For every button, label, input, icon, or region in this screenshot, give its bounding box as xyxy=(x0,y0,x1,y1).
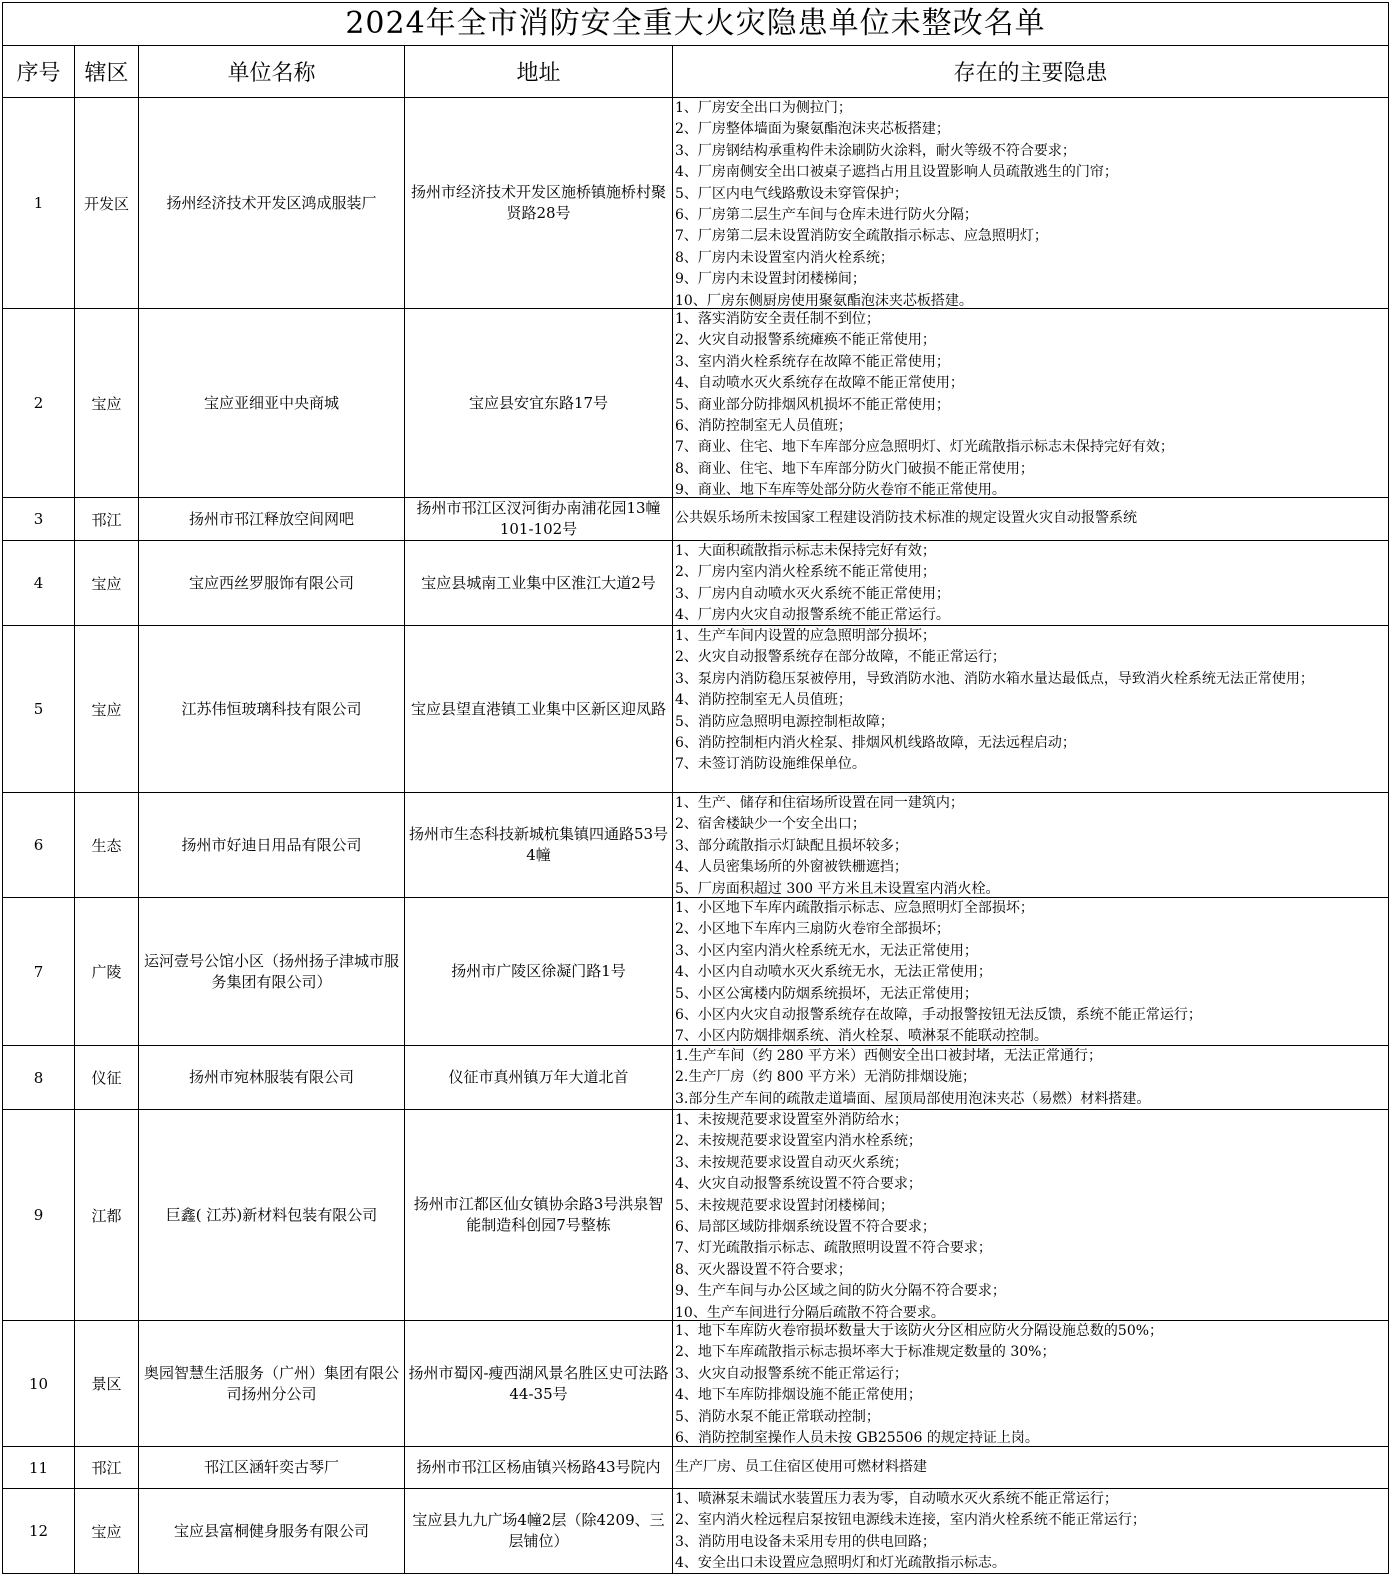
issue-item: 4、小区内自动喷水灭火系统无水，无法正常使用； xyxy=(675,964,992,981)
row-area: 开发区 xyxy=(75,98,139,309)
issue-item: 1.生产车间（约 280 平方米）西侧安全出口被封堵，无法正常通行； xyxy=(675,1048,1102,1064)
row-index: 12 xyxy=(3,1489,75,1574)
row-index: 9 xyxy=(3,1110,75,1321)
issue-item: 5、消防应急照明电源控制柜故障； xyxy=(675,713,894,730)
issue-item: 7、灯光疏散指示标志、疏散照明设置不符合要求； xyxy=(675,1240,992,1257)
row-unit-name: 宝应县富桐健身服务有限公司 xyxy=(139,1489,405,1574)
issue-item: 4、地下车库防排烟设施不能正常使用； xyxy=(675,1387,922,1404)
row-index: 1 xyxy=(3,98,75,309)
row-issues xyxy=(673,793,1389,898)
table-row xyxy=(3,309,1389,498)
issue-item: 生产厂房、员工住宿区使用可燃材料搭建 xyxy=(675,1458,927,1475)
row-area: 邗江 xyxy=(75,1447,139,1489)
row-unit-name: 巨鑫( 江苏)新材料包装有限公司 xyxy=(139,1110,405,1321)
issue-item: 3、泵房内消防稳压泵被停用，导致消防水池、消防水箱水量达最低点，导致消火栓系统无法正常使用； xyxy=(675,670,1314,687)
row-index: 11 xyxy=(3,1447,75,1489)
row-index: 3 xyxy=(3,498,75,541)
issue-item: 2、火灾自动报警系统瘫痪不能正常使用； xyxy=(675,332,936,349)
issue-item: 5、厂房面积超过 300 平方米且未设置室内消火栓。 xyxy=(675,880,1000,897)
issue-item: 1、落实消防安全责任制不到位； xyxy=(675,311,880,327)
issue-item: 3、室内消火栓系统存在故障不能正常使用； xyxy=(675,353,950,370)
issue-item: 4、自动喷水灭火系统存在故障不能正常使用； xyxy=(675,375,964,392)
row-address: 扬州市经济技术开发区施桥镇施桥村聚贤路28号 xyxy=(405,98,673,309)
issue-item: 1、大面积疏散指示标志未保持完好有效； xyxy=(675,543,936,559)
issue-item: 4、火灾自动报警系统设置不符合要求； xyxy=(675,1176,922,1193)
row-address: 扬州市生态科技新城杭集镇四通路53号4幢 xyxy=(405,793,673,898)
row-address: 扬州市邗江区汊河街办南浦花园13幢101-102号 xyxy=(405,498,673,541)
issue-item: 1、生产、储存和住宿场所设置在同一建筑内； xyxy=(675,795,964,811)
issue-item: 10、厂房东侧厨房使用聚氨酯泡沫夹芯板搭建。 xyxy=(675,292,973,308)
row-area: 景区 xyxy=(75,1321,139,1447)
row-area: 广陵 xyxy=(75,898,139,1046)
issue-item: 2、宿舍楼缺少一个安全出口； xyxy=(675,816,866,833)
row-issues xyxy=(673,1046,1389,1110)
hazard-table xyxy=(2,2,1389,1574)
row-index: 2 xyxy=(3,309,75,498)
issue-item: 2、地下车库疏散指示标志损坏率大于标准规定数量的 30%； xyxy=(675,1344,1056,1361)
issue-item: 7、商业、住宅、地下车库部分应急照明灯、灯光疏散指示标志未保持完好有效； xyxy=(675,439,1174,456)
row-issues xyxy=(673,1321,1389,1447)
issue-item: 3、厂房内自动喷水灭火系统不能正常使用； xyxy=(675,585,950,602)
issue-item: 6、厂房第二层生产车间与仓库未进行防火分隔； xyxy=(675,207,978,224)
issue-item: 5、消防水泵不能正常联动控制； xyxy=(675,1408,880,1425)
issue-item: 3、部分疏散指示灯缺配且损坏较多； xyxy=(675,837,908,854)
issue-item: 2、未按规范要求设置室内消水栓系统； xyxy=(675,1133,922,1150)
row-area: 邗江 xyxy=(75,498,139,541)
row-issues xyxy=(673,1447,1389,1489)
row-address: 宝应县城南工业集中区淮江大道2号 xyxy=(405,541,673,626)
issue-item: 8、商业、住宅、地下车库部分防火门破损不能正常使用； xyxy=(675,460,1034,477)
row-issues xyxy=(673,626,1389,793)
issue-item: 1、小区地下车库内疏散指示标志、应急照明灯全部损坏； xyxy=(675,900,1034,916)
row-issues xyxy=(673,541,1389,626)
row-index: 4 xyxy=(3,541,75,626)
table-row xyxy=(3,793,1389,898)
row-issues xyxy=(673,1489,1389,1574)
row-area: 生态 xyxy=(75,793,139,898)
issue-item: 4、安全出口未设置应急照明灯和灯光疏散指示标志。 xyxy=(675,1555,1006,1572)
issue-item: 5、商业部分防排烟风机损坏不能正常使用； xyxy=(675,396,950,413)
issue-item: 7、未签订消防设施维保单位。 xyxy=(675,756,866,773)
row-index: 10 xyxy=(3,1321,75,1447)
row-unit-name: 宝应西丝罗服饰有限公司 xyxy=(139,541,405,626)
row-index: 6 xyxy=(3,793,75,898)
row-unit-name: 扬州市邗江释放空间网吧 xyxy=(139,498,405,541)
row-index: 7 xyxy=(3,898,75,1046)
issue-item: 6、局部区域防排烟系统设置不符合要求； xyxy=(675,1219,936,1236)
header-index: 序号 xyxy=(3,46,75,98)
row-index: 5 xyxy=(3,626,75,793)
table-row xyxy=(3,98,1389,309)
issue-item: 1、地下车库防火卷帘损坏数量大于该防火分区相应防火分隔设施总数的50%； xyxy=(675,1323,1164,1339)
issue-item: 4、人员密集场所的外窗被铁栅遮挡； xyxy=(675,859,908,876)
issue-item: 1、生产车间内设置的应急照明部分损坏； xyxy=(675,628,936,644)
issue-item: 8、灭火器设置不符合要求； xyxy=(675,1261,852,1278)
issue-item: 9、生产车间与办公区域之间的防火分隔不符合要求； xyxy=(675,1283,1006,1300)
table-row xyxy=(3,1489,1389,1574)
document-title: 2024年全市消防安全重大火灾隐患单位未整改名单 xyxy=(3,3,1389,46)
row-unit-name: 扬州经济技术开发区鸿成服装厂 xyxy=(139,98,405,309)
row-issues xyxy=(673,309,1389,498)
row-address: 扬州市邗江区杨庙镇兴杨路43号院内 xyxy=(405,1447,673,1489)
row-unit-name: 扬州市好迪日用品有限公司 xyxy=(139,793,405,898)
issue-item: 2.生产厂房（约 800 平方米）无消防排烟设施； xyxy=(675,1069,976,1086)
issue-item: 6、消防控制室操作人员未按 GB25506 的规定持证上岗。 xyxy=(675,1430,1039,1446)
row-unit-name: 江苏伟恒玻璃科技有限公司 xyxy=(139,626,405,793)
issue-item: 4、厂房南侧安全出口被桌子遮挡占用且设置影响人员疏散逃生的门帘； xyxy=(675,164,1118,181)
row-address: 仪征市真州镇万年大道北首 xyxy=(405,1046,673,1110)
row-issues xyxy=(673,98,1389,309)
header-address: 地址 xyxy=(405,46,673,98)
issue-item: 3.部分生产车间的疏散走道墙面、屋顶局部使用泡沫夹芯（易燃）材料搭建。 xyxy=(675,1090,1151,1107)
issue-item: 2、火灾自动报警系统存在部分故障，不能正常运行； xyxy=(675,649,1006,666)
header-issues: 存在的主要隐患 xyxy=(673,46,1389,98)
issue-item: 3、火灾自动报警系统不能正常运行； xyxy=(675,1365,908,1382)
issue-item: 公共娱乐场所未按国家工程建设消防技术标准的规定设置火灾自动报警系统 xyxy=(675,510,1137,527)
row-issues xyxy=(673,898,1389,1046)
row-area: 江都 xyxy=(75,1110,139,1321)
header-row xyxy=(3,46,1389,98)
table-row xyxy=(3,1321,1389,1447)
row-address: 扬州市江都区仙女镇协余路3号洪泉智能制造科创园7号整栋 xyxy=(405,1110,673,1321)
issue-item: 5、未按规范要求设置封闭楼梯间； xyxy=(675,1197,894,1214)
issue-item: 3、厂房钢结构承重构件未涂刷防火涂料，耐火等级不符合要求； xyxy=(675,142,1076,159)
issue-item: 2、小区地下车库内三扇防火卷帘全部损坏； xyxy=(675,921,950,938)
issue-item: 4、厂房内火灾自动报警系统不能正常运行。 xyxy=(675,607,950,624)
issue-item: 6、小区内火灾自动报警系统存在故障，手动报警按钮无法反馈，系统不能正常运行； xyxy=(675,1007,1202,1024)
table-row xyxy=(3,1046,1389,1110)
row-area: 宝应 xyxy=(75,541,139,626)
table-row xyxy=(3,1447,1389,1489)
issue-item: 10、生产车间进行分隔后疏散不符合要求。 xyxy=(675,1304,945,1320)
issue-item: 2、厂房内室内消火栓系统不能正常使用； xyxy=(675,564,936,581)
table-row xyxy=(3,541,1389,626)
issue-item: 8、厂房内未设置室内消火栓系统； xyxy=(675,249,894,266)
issue-item: 3、消防用电设备未采用专用的供电回路； xyxy=(675,1533,936,1550)
issue-item: 1、未按规范要求设置室外消防给水； xyxy=(675,1112,908,1128)
issue-item: 3、未按规范要求设置自动灭火系统； xyxy=(675,1154,908,1171)
issue-item: 4、消防控制室无人员值班； xyxy=(675,692,852,709)
table-row xyxy=(3,898,1389,1046)
row-issues xyxy=(673,1110,1389,1321)
issue-item: 3、小区内室内消火栓系统无水，无法正常使用； xyxy=(675,942,978,959)
issue-item: 1、喷淋泵未端试水装置压力表为零，自动喷水灭火系统不能正常运行； xyxy=(675,1491,1118,1507)
row-area: 宝应 xyxy=(75,626,139,793)
issue-item: 6、消防控制柜内消火栓泵、排烟风机线路故障，无法远程启动； xyxy=(675,735,1076,752)
issue-item: 2、室内消火栓远程启泵按钮电源线未连接，室内消火栓系统不能正常运行； xyxy=(675,1512,1146,1529)
document-page xyxy=(2,2,1388,1592)
row-issues xyxy=(673,498,1389,541)
header-area: 辖区 xyxy=(75,46,139,98)
issue-item: 2、厂房整体墙面为聚氨酯泡沫夹芯板搭建； xyxy=(675,121,950,138)
row-unit-name: 宝应亚细亚中央商城 xyxy=(139,309,405,498)
row-area: 宝应 xyxy=(75,1489,139,1574)
header-name: 单位名称 xyxy=(139,46,405,98)
row-address: 扬州市广陵区徐凝门路1号 xyxy=(405,898,673,1046)
row-address: 宝应县九九广场4幢2层（除4209、三层铺位） xyxy=(405,1489,673,1574)
row-area: 仪征 xyxy=(75,1046,139,1110)
issue-item: 7、小区内防烟排烟系统、消火栓泵、喷淋泵不能联动控制。 xyxy=(675,1028,1048,1045)
row-unit-name: 邗江区涵轩奕古琴厂 xyxy=(139,1447,405,1489)
row-address: 宝应县安宜东路17号 xyxy=(405,309,673,498)
row-address: 宝应县望直港镇工业集中区新区迎凤路 xyxy=(405,626,673,793)
row-unit-name: 扬州市宛林服装有限公司 xyxy=(139,1046,405,1110)
row-unit-name: 奥园智慧生活服务（广州）集团有限公司扬州分公司 xyxy=(139,1321,405,1447)
table-row xyxy=(3,498,1389,541)
issue-item: 9、厂房内未设置封闭楼梯间； xyxy=(675,271,866,288)
table-row xyxy=(3,1110,1389,1321)
issue-item: 5、小区公寓楼内防烟系统损坏，无法正常使用； xyxy=(675,985,978,1002)
issue-item: 1、厂房安全出口为侧拉门； xyxy=(675,100,852,116)
row-area: 宝应 xyxy=(75,309,139,498)
issue-item: 7、厂房第二层未设置消防安全疏散指示标志、应急照明灯； xyxy=(675,228,1048,245)
table-row xyxy=(3,626,1389,793)
row-unit-name: 运河壹号公馆小区（扬州扬子津城市服务集团有限公司） xyxy=(139,898,405,1046)
issue-item: 9、商业、地下车库等处部分防火卷帘不能正常使用。 xyxy=(675,482,1006,497)
issue-item: 6、消防控制室无人员值班； xyxy=(675,418,852,435)
issue-item: 5、厂区内电气线路敷设未穿管保护； xyxy=(675,185,908,202)
row-address: 扬州市蜀冈-瘦西湖风景名胜区史可法路44-35号 xyxy=(405,1321,673,1447)
row-index: 8 xyxy=(3,1046,75,1110)
